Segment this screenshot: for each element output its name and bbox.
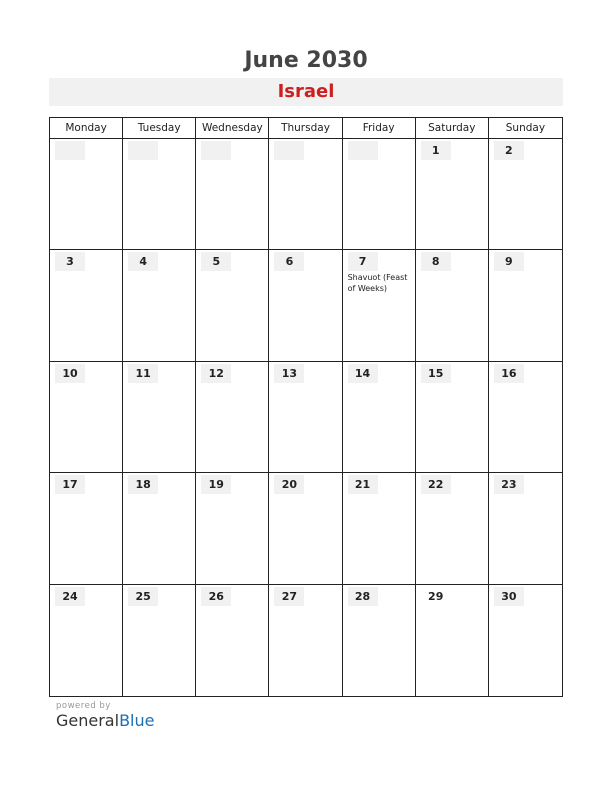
day-cell-2[interactable] — [489, 139, 562, 250]
day-cell-5[interactable] — [196, 250, 269, 361]
weekday-header-saturday: Saturday — [416, 118, 489, 139]
empty-day-cell — [343, 139, 416, 250]
day-number: 9 — [494, 252, 524, 271]
empty-day-marker — [128, 141, 158, 160]
generalblue-logo[interactable] — [56, 711, 154, 731]
day-number: 23 — [494, 475, 524, 494]
day-number: 13 — [274, 364, 304, 383]
day-cell-12[interactable] — [196, 362, 269, 473]
day-number: 1 — [421, 141, 451, 160]
day-number: 4 — [128, 252, 158, 271]
day-cell-30[interactable] — [489, 585, 562, 696]
empty-day-cell — [123, 139, 196, 250]
country-name: Israel — [277, 81, 335, 102]
day-number: 6 — [274, 252, 304, 271]
day-number: 29 — [428, 589, 444, 603]
day-cell-15[interactable] — [416, 362, 489, 473]
empty-day-marker — [201, 141, 231, 160]
day-cell-29[interactable] — [416, 585, 489, 696]
holiday-label: Shavuot (Feast of Weeks) — [347, 273, 408, 293]
empty-day-marker — [348, 141, 378, 160]
empty-day-marker — [274, 141, 304, 160]
calendar-grid — [49, 117, 563, 697]
day-cell-1[interactable] — [416, 139, 489, 250]
day-cell-9[interactable] — [489, 250, 562, 361]
weekday-header-sunday: Sunday — [489, 118, 562, 139]
day-number: 21 — [348, 475, 378, 494]
brand-blue: Blue — [119, 711, 155, 730]
day-cell-17[interactable] — [50, 473, 123, 584]
day-cell-18[interactable] — [123, 473, 196, 584]
weekday-header-friday: Friday — [343, 118, 416, 139]
brand-general: General — [56, 711, 120, 730]
day-cell-22[interactable] — [416, 473, 489, 584]
day-number: 14 — [348, 364, 378, 383]
day-cell-10[interactable] — [50, 362, 123, 473]
day-number: 19 — [201, 475, 231, 494]
footer — [56, 701, 154, 731]
day-number: 11 — [128, 364, 158, 383]
day-cell-20[interactable] — [269, 473, 342, 584]
day-cell-8[interactable] — [416, 250, 489, 361]
day-number: 15 — [421, 364, 451, 383]
day-number: 18 — [128, 475, 158, 494]
empty-day-cell — [269, 139, 342, 250]
day-number: 16 — [494, 364, 524, 383]
day-cell-3[interactable] — [50, 250, 123, 361]
day-cell-21[interactable] — [343, 473, 416, 584]
day-cell-16[interactable] — [489, 362, 562, 473]
day-cell-27[interactable] — [269, 585, 342, 696]
day-number: 17 — [55, 475, 85, 494]
day-number: 30 — [494, 587, 524, 606]
day-cell-26[interactable] — [196, 585, 269, 696]
day-number: 10 — [55, 364, 85, 383]
day-number: 8 — [421, 252, 451, 271]
day-number: 20 — [274, 475, 304, 494]
empty-day-cell — [196, 139, 269, 250]
day-number: 25 — [128, 587, 158, 606]
day-cell-13[interactable] — [269, 362, 342, 473]
weekday-header-wednesday: Wednesday — [196, 118, 269, 139]
country-header — [49, 78, 563, 106]
day-cell-25[interactable] — [123, 585, 196, 696]
day-number: 27 — [274, 587, 304, 606]
day-cell-7[interactable] — [343, 250, 416, 361]
calendar-title: June 2030 — [244, 48, 368, 73]
day-cell-14[interactable] — [343, 362, 416, 473]
day-cell-6[interactable] — [269, 250, 342, 361]
day-number: 24 — [55, 587, 85, 606]
day-number: 28 — [348, 587, 378, 606]
day-number: 7 — [348, 252, 378, 271]
day-number: 26 — [201, 587, 231, 606]
day-cell-19[interactable] — [196, 473, 269, 584]
powered-by-label: powered by — [56, 701, 111, 711]
weekday-header-thursday: Thursday — [269, 118, 342, 139]
day-cell-24[interactable] — [50, 585, 123, 696]
day-cell-23[interactable] — [489, 473, 562, 584]
weekday-header-tuesday: Tuesday — [123, 118, 196, 139]
weekday-header-monday: Monday — [50, 118, 123, 139]
empty-day-marker — [55, 141, 85, 160]
day-cell-4[interactable] — [123, 250, 196, 361]
day-number: 3 — [55, 252, 85, 271]
day-cell-28[interactable] — [343, 585, 416, 696]
empty-day-cell — [50, 139, 123, 250]
day-number: 22 — [421, 475, 451, 494]
day-number: 12 — [201, 364, 231, 383]
day-number: 5 — [201, 252, 231, 271]
day-number: 2 — [494, 141, 524, 160]
day-cell-11[interactable] — [123, 362, 196, 473]
